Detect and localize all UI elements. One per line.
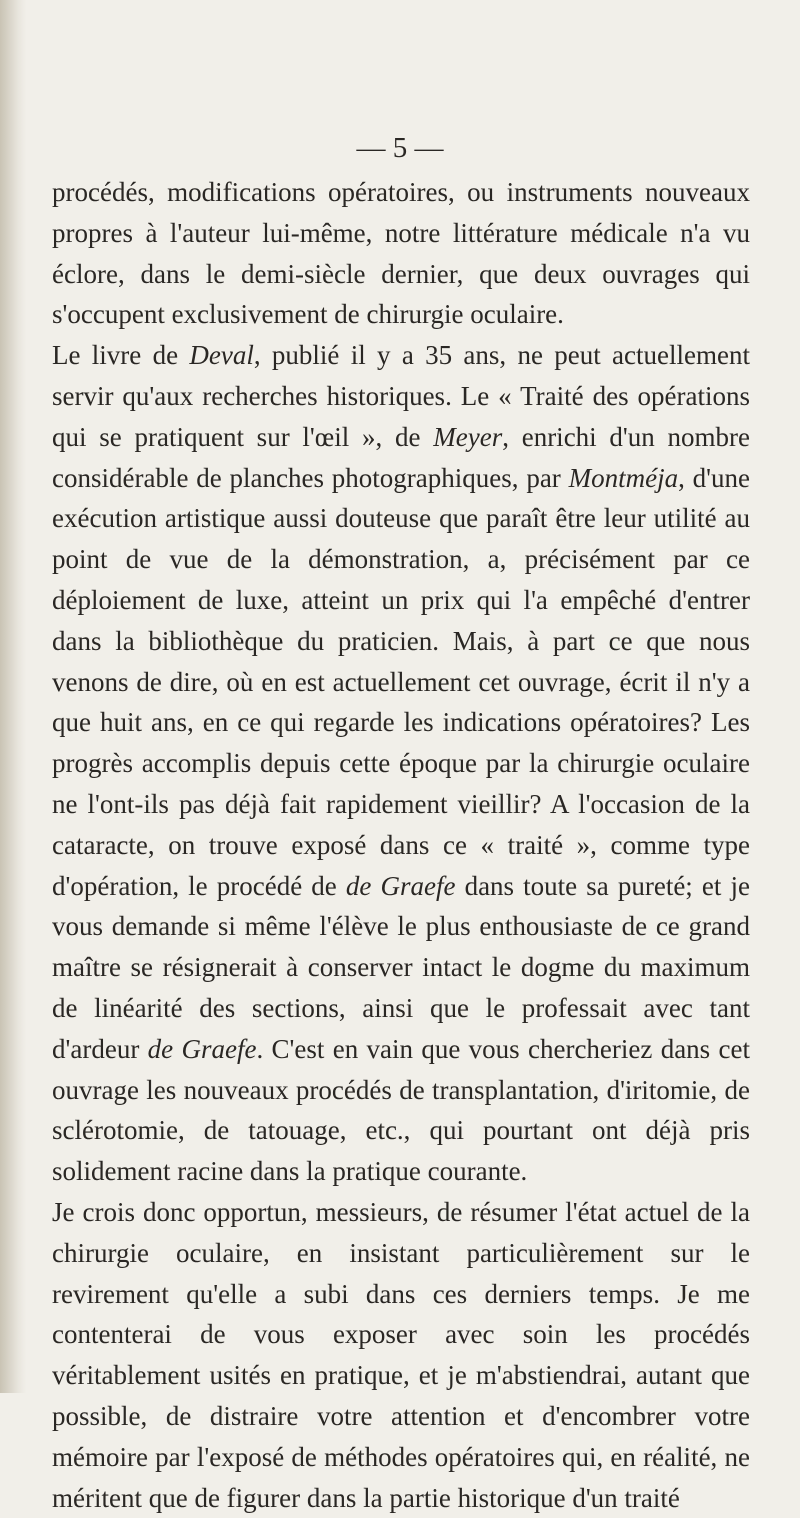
italic-name: Deval — [189, 340, 254, 371]
text-run: Je crois donc opportun, messieurs, de résumer l'état actuel de la chirurgie oculaire, en insistant particulièrement sur le revirement qu'elle a subi dans ces derniers temps. Je me contenterai de vous exposer avec soin les procédés véritablement usités en pratique, et je m'abstiendrai, autant que possible, de distraire votre attention et d'encombrer votre mémoire par l'exposé de méthodes opératoires qui, en réalité, ne méritent que de figurer dans la partie historique d'un traité — [52, 1196, 750, 1513]
text-run: , enrichi d'un nombre considérable de planches photographiques, par — [52, 421, 750, 493]
paragraph — [52, 1192, 750, 1518]
body-text — [52, 172, 750, 1518]
italic-name: Montméja — [568, 462, 679, 493]
paragraph — [52, 172, 750, 335]
text-run: . C'est en vain que vous chercheriez dans cet ouvrage les nouveaux procédés de transplantation, d'iritomie, de sclérotomie, de tatouage, etc., qui pourtant ont déjà pris solidement racine dans la pratique courante. — [52, 1033, 750, 1187]
paragraph — [52, 335, 750, 1192]
italic-name: Meyer — [433, 421, 503, 452]
page-number: — 5 — — [356, 132, 444, 164]
text-run: , publié il y a 35 ans, ne peut actuellement servir qu'aux recherches historiques. Le « Traité des opérations qui se pratiquent sur l'œil », de — [52, 340, 750, 452]
text-run: procédés, modifications opératoires, ou instruments nouveaux propres à l'auteur lui-même, notre littérature médicale n'a vu éclore, dans le demi-siècle dernier, que deux ouvrages qui s'occupent exclusivement de chirurgie oculaire. — [52, 177, 750, 330]
text-run: , d'une exécution artistique aussi douteuse que paraît être leur utilité au point de vue de la démonstration, a, précisément par ce déploiement de luxe, atteint un prix qui l'a empêché d'entrer dans la bibliothèque du praticien. Mais, à part ce que nous venons de dire, où en est actuellement cet ouvrage, écrit il n'y a que huit ans, en ce qui regarde les indications opératoires? Les progrès accomplis depuis cette époque par la chirurgie oculaire ne l'ont-ils pas déjà fait rapidement vieillir? A l'occasion de la cataracte, on trouve exposé dans ce « traité », comme type d'opération, le procédé de — [52, 462, 750, 901]
text-run: dans toute sa pureté; et je vous demande si même l'élève le plus enthousiaste de ce grand maître se résignerait à conserver intact le dogme du maximum de linéarité des sections, ainsi que le professait avec tant d'ardeur — [52, 870, 750, 1064]
italic-name: de Graefe — [345, 870, 456, 901]
italic-name: de Graefe — [147, 1033, 257, 1064]
text-run: Le livre de — [52, 340, 190, 371]
